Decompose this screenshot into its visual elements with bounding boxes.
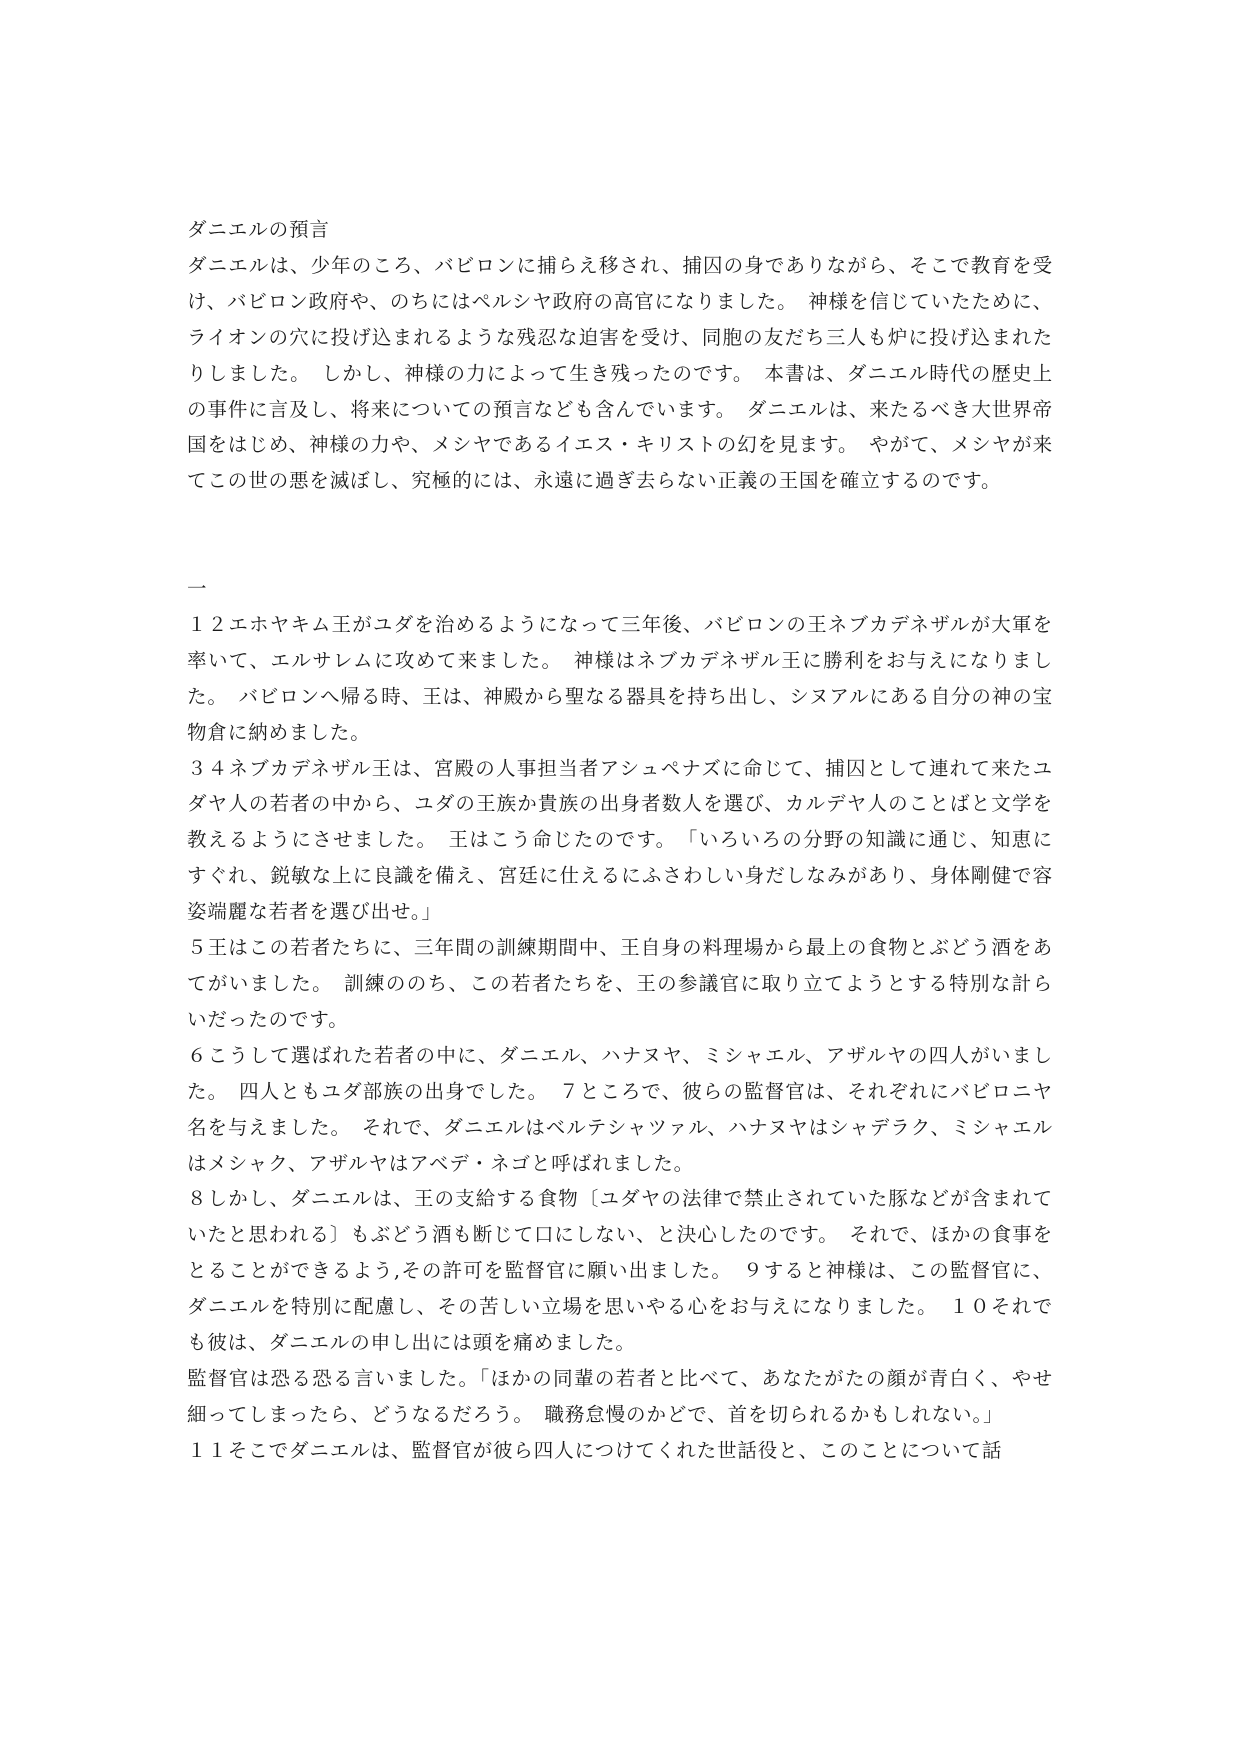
verse-paragraph: ８しかし、ダニエルは、王の支給する食物〔ユダヤの法律で禁止されていた豚などが含まれていたと思われる〕もぶどう酒も断じて口にしない、と決心したのです。 それで、ほかの食事をとることができるよう,その許可を監督官に願い出ました。 ９すると神様は、この監督官に、ダニエルを特別に配慮し、その苦しい立場を思いやる心をお与えになりました。 １０それでも彼は、ダニエルの申し出には頭を痛めました。 (187, 1187, 1053, 1355)
spacer (187, 499, 1053, 571)
verse-paragraph: ６こうして選ばれた若者の中に、ダニエル、ハナヌヤ、ミシャエル、アザルヤの四人がいました。 四人ともユダ部族の出身でした。 ７ところで、彼らの監督官は、それぞれにバビロニヤ名を与えました。 それで、ダニエルはベルテシャツァル、ハナヌヤはシャデラク、ミシャエルはメシャク、アザルヤはアベデ・ネゴと呼ばれました。 (187, 1043, 1053, 1175)
verse-paragraph: １２エホヤキム王がユダを治めるようになって三年後、バビロンの王ネブカデネザルが大軍を率いて、エルサレムに攻めて来ました。 神様はネブカデネザル王に勝利をお与えになりました。 バビロンへ帰る時、王は、神殿から聖なる器具を持ち出し、シヌアルにある自分の神の宝物倉に納めました。 (187, 612, 1053, 744)
verse-paragraph: １１そこでダニエルは、監督官が彼ら四人につけてくれた世話役と、このことについて話 (187, 1438, 1003, 1462)
document-title: ダニエルの預言 (187, 218, 330, 241)
verse-paragraph: 監督官は恐る恐る言いました。「ほかの同輩の若者と比べて、あなたがたの顔が青白く、やせ細ってしまったら、どうなるだろう。 職務怠慢のかどで、首を切られるかもしれない。」 (187, 1366, 1053, 1426)
verse-paragraph: ３４ネブカデネザル王は、宮殿の人事担当者アシュペナズに命じて、捕囚として連れて来たユダヤ人の若者の中から、ユダの王族か貴族の出身者数人を選び、カルデヤ人のことばと文学を教えるようにさせました。 王はこう命じたのです。 「いろいろの分野の知識に通じ、知恵にすぐれ、鋭敏な上に良識を備え、宮廷に仕えるにふさわしい身だしなみがあり、身体剛健で容姿端麗な若者を選び出せ。」 (187, 756, 1053, 924)
intro-paragraph: ダニエルは、少年のころ、バビロンに捕らえ移され、捕囚の身でありながら、そこで教育を受け、バビロン政府や、のちにはペルシヤ政府の高官になりました。 神様を信じていたために、ライオンの穴に投げ込まれるような残忍な迫害を受け、同胞の友だち三人も炉に投げ込まれたりしました。 しかし、神様の力によって生き残ったのです。 本書は、ダニエル時代の歴史上の事件に言及し、将来についての預言なども含んでいます。 ダニエルは、来たるべき大世界帝国をはじめ、神様の力や、メシヤであるイエス・キリストの幻を見ます。 やがて、メシヤが来てこの世の悪を滅ぼし、究極的には、永遠に過ぎ去らない正義の王国を確立するのです。 (187, 253, 1053, 493)
chapter-number: 一 (187, 577, 208, 601)
verse-paragraph: ５王はこの若者たちに、三年間の訓練期間中、王自身の料理場から最上の食物とぶどう酒をあてがいました。 訓練ののち、この若者たちを、王の参議官に取り立てようとする特別な計らいだったのです。 (187, 936, 1053, 1031)
document-body (187, 212, 1053, 1469)
